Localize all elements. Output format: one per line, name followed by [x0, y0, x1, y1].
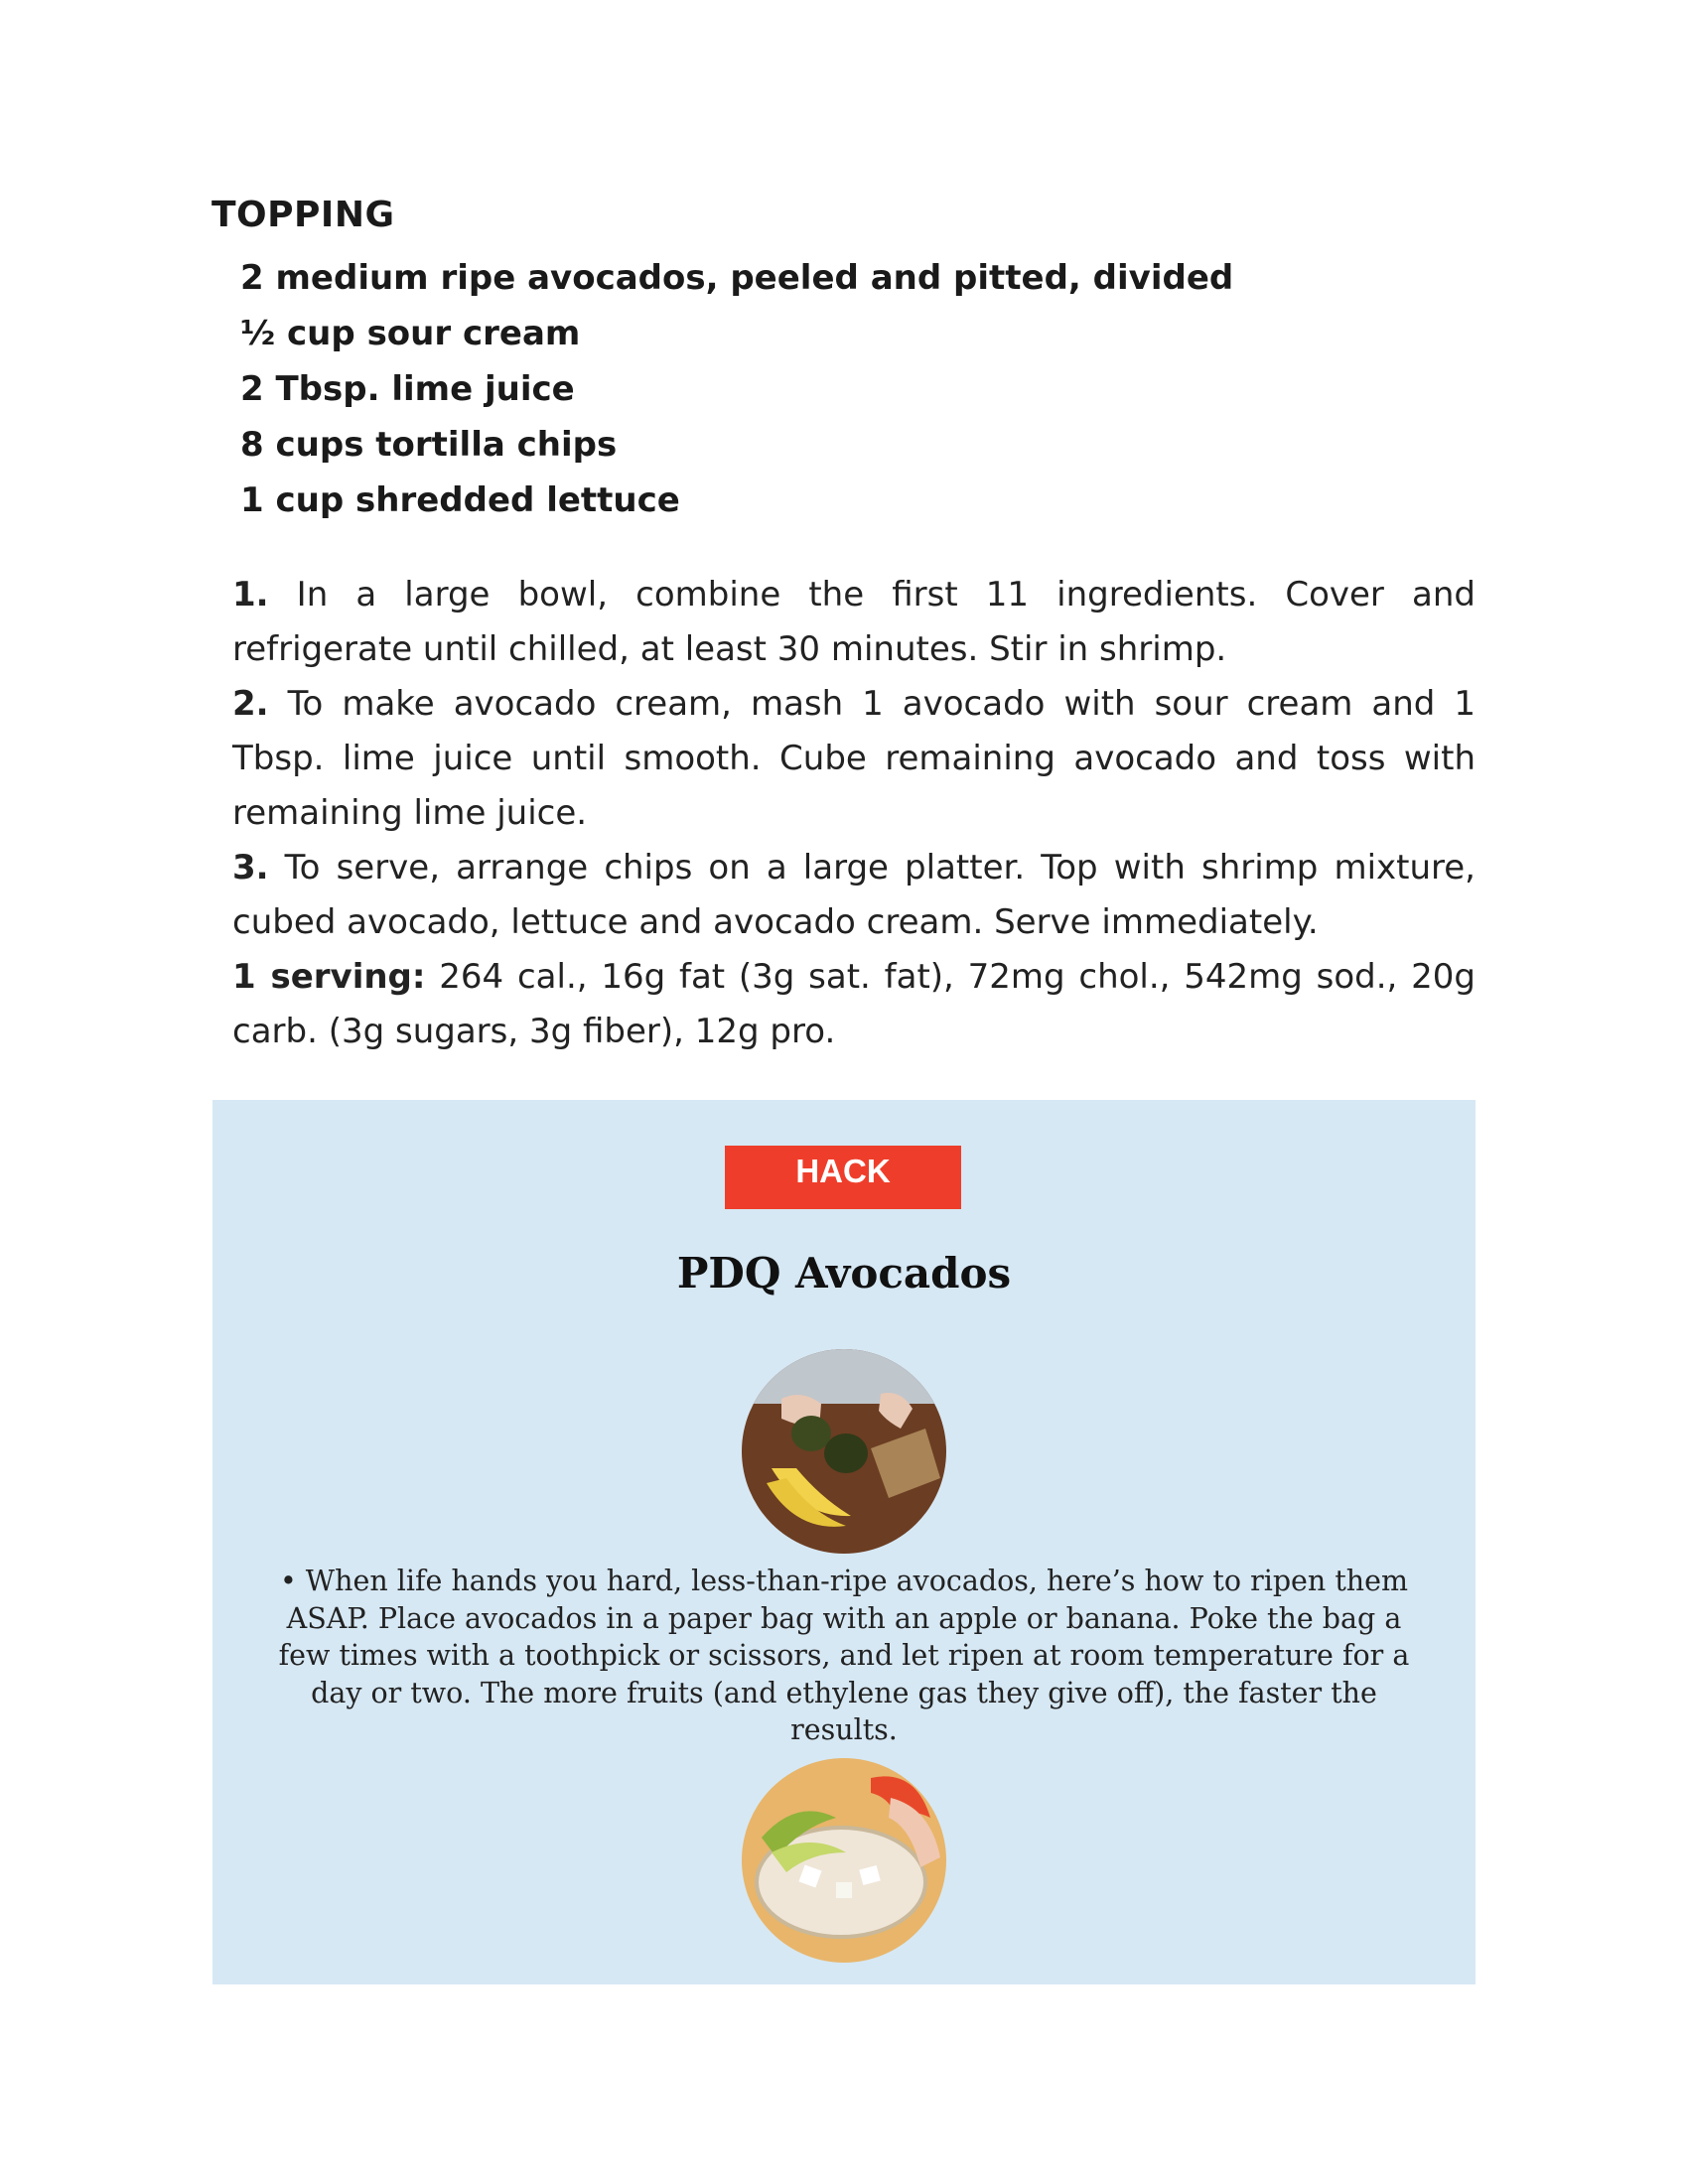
ingredient-item: 1 cup shredded lettuce — [240, 480, 680, 520]
nutrition-info — [232, 950, 1476, 1059]
step-3 — [232, 841, 1476, 950]
hack-badge: HACK — [725, 1146, 961, 1209]
topping-heading: TOPPING — [211, 195, 395, 235]
ingredient-item: 2 medium ripe avocados, peeled and pitted, divided — [240, 258, 1234, 298]
step-number: 3. — [232, 848, 269, 887]
step-1 — [232, 568, 1476, 677]
ingredient-item: 2 Tbsp. lime juice — [240, 369, 575, 409]
hack-box — [212, 1100, 1476, 1984]
hack-text: • When life hands you hard, less-than-ripe avocados, here’s how to ripen them ASAP. Place avocados in a paper bag with an apple or banana. Poke the bag a few times with a toothpick or scissors, and let ripen at room temperature for a day or two. The more fruits (and ethylene gas they give off), the faster the results. — [278, 1565, 1410, 1746]
ingredient-list — [240, 250, 1233, 528]
step-text: To make avocado cream, mash 1 avocado with sour cream and 1 Tbsp. lime juice until smooth. Cube remaining avocado and toss with remaining lime juice. — [232, 684, 1476, 833]
step-number: 1. — [232, 575, 269, 614]
nutrition-label: 1 serving: — [232, 957, 426, 997]
step-text: To serve, arrange chips on a large platter. Top with shrimp mixture, cubed avocado, lettuce and avocado cream. Serve immediately. — [232, 848, 1476, 942]
directions — [232, 568, 1476, 1059]
avocado-bowl-photo — [742, 1758, 946, 1963]
ingredient-item: 8 cups tortilla chips — [240, 425, 618, 465]
step-2 — [232, 677, 1476, 841]
step-number: 2. — [232, 684, 269, 724]
step-text: In a large bowl, combine the first 11 ingredients. Cover and refrigerate until chilled, at least 30 minutes. Stir in shrimp. — [232, 575, 1476, 669]
hack-title: PDQ Avocados — [676, 1249, 1012, 1297]
ingredient-item: ½ cup sour cream — [240, 314, 581, 353]
nutrition-text: 264 cal., 16g fat (3g sat. fat), 72mg chol., 542mg sod., 20g carb. (3g sugars, 3g fiber), 12g pro. — [232, 957, 1477, 1051]
avocados-banana-photo — [742, 1349, 946, 1554]
